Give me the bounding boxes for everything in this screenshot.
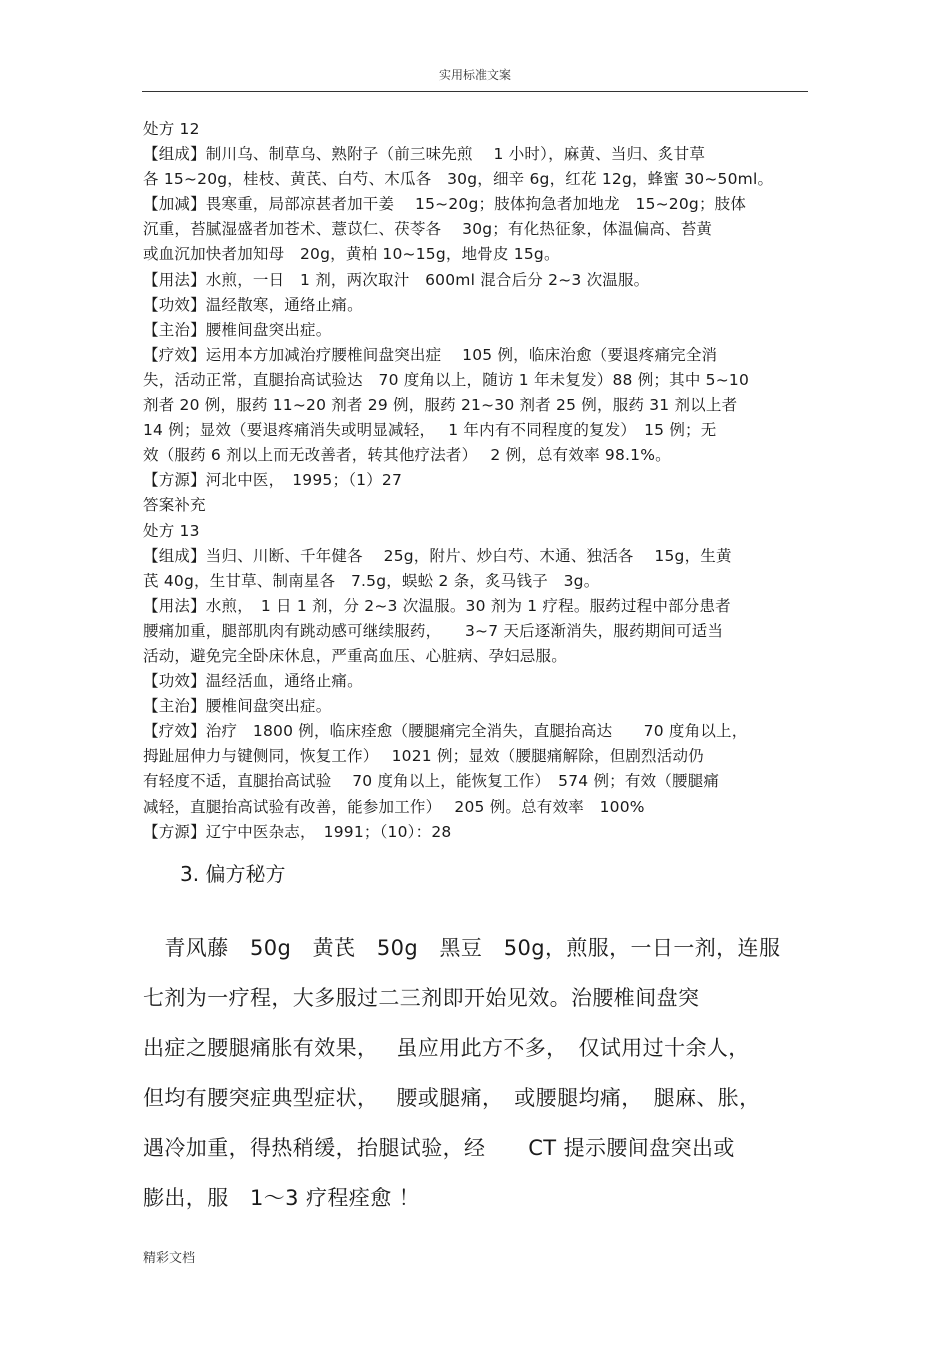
prescription-13-line: 【功效】温经活血，通络止痛。 <box>143 672 363 691</box>
prescription-12-line: 效（服药 6 剂以上而无改善者，转其他疗法者） 2 例，总有效率 98.1%。 <box>143 446 671 465</box>
prescription-13-line: 腰痛加重，腿部肌肉有跳动感可继续服药， 3~7 天后逐渐消失，服药期间可适当 <box>143 621 724 640</box>
folk-remedy-line: 但均有腰突症典型症状， 腰或腿痛， 或腰腿均痛， 腿麻、胀， <box>143 1086 761 1110</box>
header-rule <box>142 91 808 92</box>
page-header: 实用标准文案 <box>438 68 511 82</box>
folk-remedy-paragraph <box>143 924 815 1224</box>
prescription-12-line: 各 15~20g，桂枝、黄芪、白芍、木瓜各 30g，细辛 6g，红花 12g，蜂蜜 30~50ml。 <box>143 170 774 189</box>
prescription-12-line: 【主治】腰椎间盘突出症。 <box>143 320 332 339</box>
prescription-12-line: 剂者 20 例，服药 11~20 剂者 29 例，服药 21~30 剂者 25 例，服药 31 剂以上者 <box>143 396 738 415</box>
prescription-13-line: 【疗效】治疗 1800 例，临床痊愈（腰腿痛完全消失，直腿抬高达 70 度角以上， <box>143 722 748 741</box>
prescription-13-line: 【主治】腰椎间盘突出症。 <box>143 697 332 716</box>
prescription-13-line: 减轻，直腿抬高试验有改善，能参加工作） 205 例。总有效率 100% <box>143 797 645 816</box>
prescription-12-title: 处方 12 <box>143 120 200 138</box>
folk-remedy-line: 出症之腰腿痛胀有效果， 虽应用此方不多， 仅试用过十余人， <box>143 1036 750 1060</box>
folk-remedy-line: 青风藤 50g 黄芪 50g 黑豆 50g，煎服，一日一剂，连服 <box>143 936 781 960</box>
section-heading-folk-remedy: 3. 偏方秘方 <box>180 862 286 886</box>
prescription-12-line: 沉重，苔腻湿盛者加苍术、薏苡仁、茯苓各 30g；有化热征象，体温偏高、苔黄 <box>143 220 713 239</box>
prescription-13-title: 处方 13 <box>143 521 200 540</box>
prescription-13-line: 【方源】辽宁中医杂志， 1991；（10）：28 <box>143 822 452 841</box>
prescription-12-line: 或血沉加快者加知母 20g，黄柏 10~15g，地骨皮 15g。 <box>143 245 560 264</box>
prescription-12-line: 14 例；显效（要退疼痛消失或明显减轻， 1 年内有不同程度的复发） 15 例；无 <box>143 421 717 440</box>
supplement-label: 答案补充 <box>143 496 206 515</box>
folk-remedy-line: 膨出，服 1～3 疗程痊愈 ！ <box>143 1186 421 1210</box>
prescription-12-line: 【功效】温经散寒，通络止痛。 <box>143 295 363 314</box>
page-footer: 精彩文档 <box>143 1251 196 1266</box>
prescription-13-line: 有轻度不适，直腿抬高试验 70 度角以上，能恢复工作） 574 例；有效（腰腿痛 <box>143 772 720 791</box>
prescription-13-line: 【用法】水煎， 1 日 1 剂，分 2~3 次温服。30 剂为 1 疗程。服药过程中部分患者 <box>143 596 731 615</box>
prescription-12-line: 【加减】畏寒重，局部凉甚者加干姜 15~20g；肢体拘急者加地龙 15~20g；肢体 <box>143 195 747 214</box>
prescription-12-line: 【组成】制川乌、制草乌、熟附子（前三味先煎 1 小时），麻黄、当归、炙甘草 <box>143 145 706 164</box>
prescription-12-line: 【用法】水煎，一日 1 剂，两次取汁 600ml 混合后分 2~3 次温服。 <box>143 270 650 289</box>
prescription-section <box>143 117 815 845</box>
folk-remedy-line: 七剂为一疗程，大多服过二三剂即开始见效。治腰椎间盘突 <box>143 986 700 1010</box>
prescription-13-line: 芪 40g，生甘草、制南星各 7.5g，蜈蚣 2 条，炙马钱子 3g。 <box>143 571 600 590</box>
prescription-12-line: 【方源】河北中医， 1995；（1）27 <box>143 471 403 490</box>
prescription-12-line: 【疗效】运用本方加减治疗腰椎间盘突出症 105 例，临床治愈（要退疼痛完全消 <box>143 345 718 364</box>
folk-remedy-line: 遇冷加重，得热稍缓，抬腿试验，经 CT 提示腰间盘突出或 <box>143 1136 735 1160</box>
prescription-13-line: 【组成】当归、川断、千年健各 25g，附片、炒白芍、木通、独活各 15g，生黄 <box>143 546 732 565</box>
prescription-12-line: 失，活动正常，直腿抬高试验达 70 度角以上，随访 1 年未复发）88 例；其中 5~10 <box>143 370 750 389</box>
prescription-13-line: 拇趾屈伸力与键侧同，恢复工作） 1021 例；显效（腰腿痛解除，但剧烈活动仍 <box>143 747 704 766</box>
prescription-13-line: 活动，避免完全卧床休息，严重高血压、心脏病、孕妇忌服。 <box>143 646 567 665</box>
